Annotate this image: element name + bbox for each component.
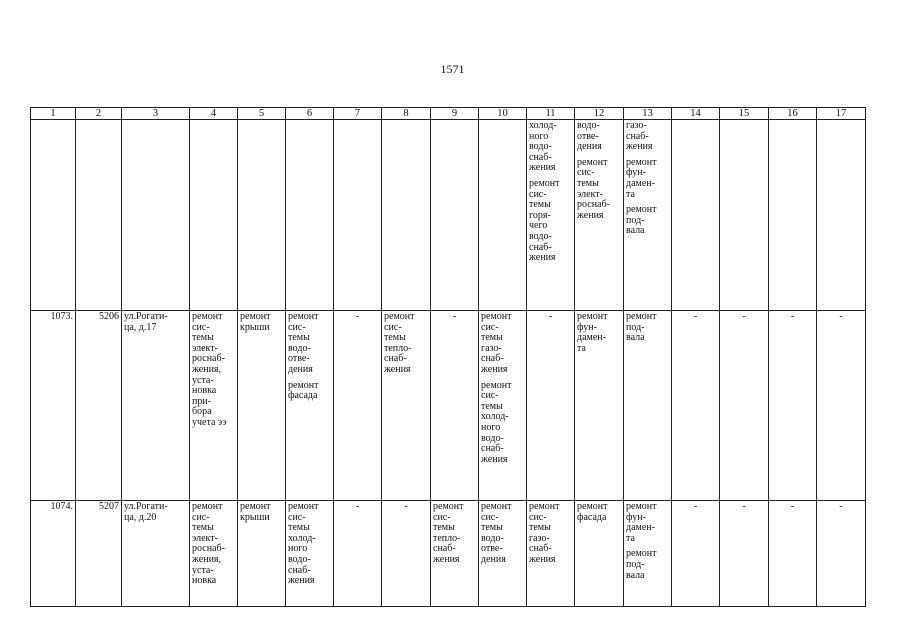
column-number-cell: 11 [527, 108, 575, 120]
cell-text: - [790, 501, 795, 512]
cell-text: ремонт под- вала [626, 311, 657, 344]
table-cell [334, 120, 382, 311]
table-cell [431, 501, 479, 607]
table-cell [190, 311, 238, 501]
table-cell [286, 311, 334, 501]
cell-text: - [693, 501, 698, 512]
cell-text: водо- отве- дения [577, 120, 602, 153]
repair-register-table [30, 107, 866, 607]
column-number-cell: 10 [479, 108, 527, 120]
cell-text: ремонт сис- темы водо- отве- дения [288, 311, 319, 375]
table-cell [527, 120, 575, 311]
table-cell [479, 120, 527, 311]
table-row [31, 120, 866, 311]
cell-text: ремонт сис- темы газо- снаб- жения [481, 311, 512, 375]
table-cell [431, 120, 479, 311]
table-cell [720, 120, 769, 311]
cell-text: ремонт фун- дамен- та [626, 156, 657, 200]
cell-text: ремонт фасада [577, 501, 608, 523]
table-cell [334, 501, 382, 607]
column-number-cell: 1 [31, 108, 76, 120]
cell-text: - [839, 501, 843, 512]
table-cell [190, 501, 238, 607]
table-cell [527, 311, 575, 501]
table-cell [624, 501, 672, 607]
cell-text: ремонт фун- дамен- та [577, 311, 608, 354]
table-cell [31, 120, 76, 311]
cell-text: ремонт сис- темы тепло- снаб- жения [433, 501, 464, 565]
table-cell [238, 311, 286, 501]
table-cell [769, 120, 817, 311]
cell-text: холод- ного водо- снаб- жения [529, 120, 557, 174]
cell-text: ремонт сис- темы горя- чего водо- снаб- жения [529, 177, 560, 264]
cell-text: - [548, 311, 553, 322]
cell-text: ремонт крыши [240, 501, 271, 523]
table-cell [817, 501, 866, 607]
table-cell [190, 120, 238, 311]
column-number-row [31, 108, 866, 120]
cell-text: ул.Рогати- ца, д.20 [124, 501, 168, 523]
table-cell [817, 120, 866, 311]
cell-text: - [790, 311, 795, 322]
cell-text: ул.Рогати- ца, д.17 [124, 311, 168, 333]
table-cell [624, 120, 672, 311]
cell-text: ремонт сис- темы тепло- снаб- жения [384, 311, 415, 375]
column-number-cell: 6 [286, 108, 334, 120]
table-row [31, 501, 866, 607]
table-cell [672, 120, 720, 311]
column-number-cell: 12 [575, 108, 624, 120]
table-cell [575, 311, 624, 501]
cell-text: ремонт сис- темы холод- ного водо- снаб- жения [481, 379, 512, 465]
table-cell [575, 501, 624, 607]
table-cell [479, 311, 527, 501]
column-number-cell: 17 [817, 108, 866, 120]
cell-text: - [404, 501, 408, 512]
table-cell [575, 120, 624, 311]
cell-text: ремонт сис- темы элект- роснаб- жения, уста- новка при- бора учета ээ [192, 311, 227, 428]
cell-text: 5207 [99, 501, 119, 512]
table-cell [769, 311, 817, 501]
cell-text: - [452, 311, 457, 322]
table-cell [122, 120, 190, 311]
table-cell [238, 501, 286, 607]
cell-text: - [742, 311, 746, 322]
cell-text: ремонт сис- темы элект- роснаб- жения, уста- новка [192, 501, 225, 587]
cell-text: ремонт сис- темы водо- отве- дения [481, 501, 512, 565]
cell-text: газо- снаб- жения [626, 120, 653, 153]
table-cell [382, 501, 431, 607]
cell-text: ремонт под- вала [626, 548, 657, 581]
column-number-cell: 15 [720, 108, 769, 120]
table-cell [672, 501, 720, 607]
cell-text: - [839, 311, 843, 322]
cell-text: 1074. [50, 501, 73, 512]
table-cell [76, 501, 122, 607]
column-number-cell: 7 [334, 108, 382, 120]
table-cell [527, 501, 575, 607]
column-number-cell: 3 [122, 108, 190, 120]
table-cell [382, 120, 431, 311]
table-row [31, 311, 866, 501]
table-cell [76, 311, 122, 501]
cell-text: ремонт сис- темы холод- ного водо- снаб- жения [288, 501, 319, 587]
cell-text: - [355, 311, 360, 322]
cell-text: ремонт крыши [240, 311, 271, 333]
table-cell [720, 501, 769, 607]
table-cell [431, 311, 479, 501]
cell-text: - [742, 501, 746, 512]
cell-text: ремонт под- вала [626, 204, 657, 237]
table-cell [286, 501, 334, 607]
column-number-cell: 2 [76, 108, 122, 120]
column-number-cell: 8 [382, 108, 431, 120]
table-cell [238, 120, 286, 311]
column-number-cell: 5 [238, 108, 286, 120]
cell-text: ремонт сис- темы газо- снаб- жения [529, 501, 560, 565]
cell-text: 1073. [50, 311, 73, 322]
page-number: 1571 [440, 62, 465, 76]
table-cell [334, 311, 382, 501]
cell-text: ремонт сис- темы элект- роснаб- жения [577, 156, 610, 221]
table-cell [720, 311, 769, 501]
cell-text: - [355, 501, 360, 512]
cell-text: 5206 [99, 311, 119, 322]
table-cell [479, 501, 527, 607]
table-cell [286, 120, 334, 311]
table-cell [31, 311, 76, 501]
table-cell [624, 311, 672, 501]
column-number-cell: 16 [769, 108, 817, 120]
table-cell [672, 311, 720, 501]
column-number-cell: 4 [190, 108, 238, 120]
table-cell [382, 311, 431, 501]
table-cell [769, 501, 817, 607]
cell-text: ремонт фун- дамен- та [626, 501, 657, 544]
table-cell [76, 120, 122, 311]
column-number-cell: 14 [672, 108, 720, 120]
column-number-cell: 9 [431, 108, 479, 120]
cell-text: - [693, 311, 698, 322]
table-cell [122, 501, 190, 607]
cell-text: ремонт фасада [288, 379, 319, 402]
column-number-cell: 13 [624, 108, 672, 120]
table-cell [31, 501, 76, 607]
table-cell [122, 311, 190, 501]
table-cell [817, 311, 866, 501]
